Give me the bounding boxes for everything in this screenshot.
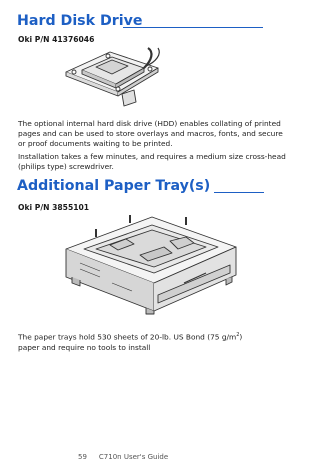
page-footer: [78, 452, 180, 462]
hdd-part-number: Oki P/N 41376046: [18, 35, 95, 44]
hdd-title-rule: [123, 27, 263, 28]
hdd-section-title: Hard Disk Drive: [17, 13, 143, 29]
hdd-install-note: Installation takes a few minutes, and requires a medium size cross-head (philips type) screwdriver.: [18, 152, 286, 172]
guide-title: C710n User's Guide: [98, 453, 169, 461]
tray-description: The paper trays hold 530 sheets of 20-lb. US Bond (75 $g/m^2$) paper and require no tools to install: [18, 332, 243, 352]
tray-title-rule: [214, 192, 264, 193]
tray-section-title: Additional Paper Tray(s): [17, 178, 211, 194]
tray-part-number: Oki P/N 3855101: [18, 203, 90, 212]
page-number: 59: [78, 453, 87, 461]
hard-disk-drive-icon: [62, 46, 170, 108]
hdd-description: The optional internal hard disk drive (HDD) enables collating of printed pages and can be used to store overlays and macros, fonts, and secure or proof documents waiting to be printed.: [18, 119, 283, 149]
paper-tray-unit-icon: [60, 211, 242, 315]
